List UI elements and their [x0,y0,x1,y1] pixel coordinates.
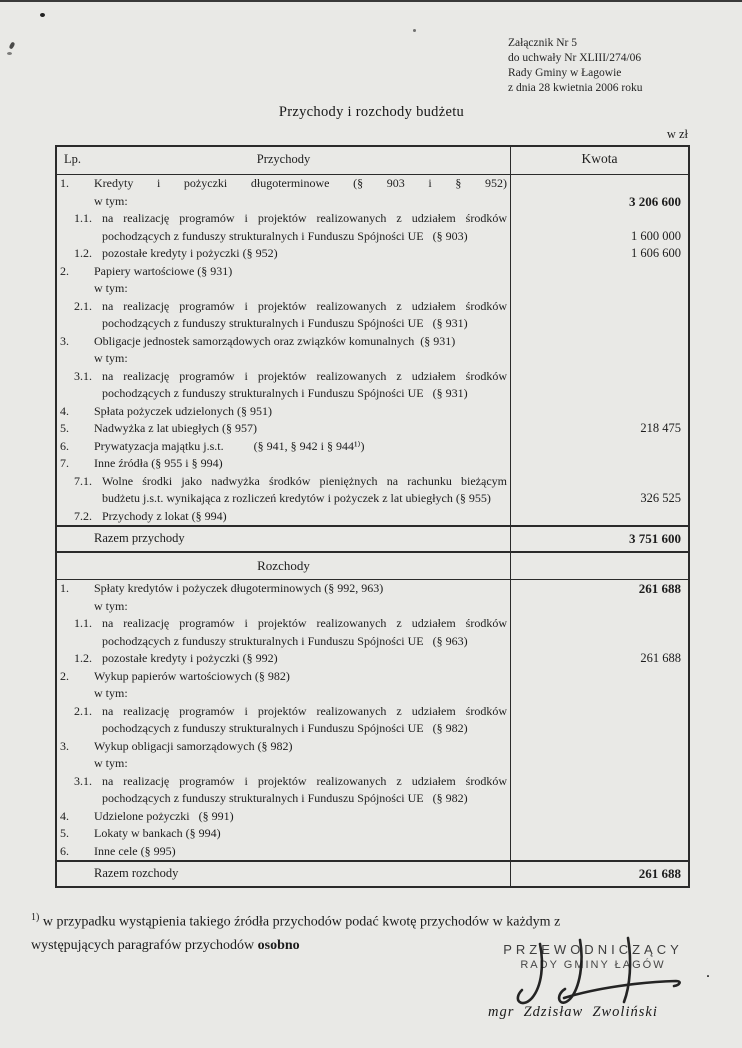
row-number: 7.1. [74,473,92,488]
row-number: 1. [60,176,69,190]
row-item-cell [57,210,510,245]
stamp-dot: . [706,964,710,981]
row-text [94,843,510,861]
row-text [102,368,510,403]
row-amount [510,738,688,773]
przychody-rows [57,175,688,525]
row-text-line: Obligacje jednostek samorządowych oraz związków komunalnych (§ 931) [94,333,456,348]
row-text-line: budżetu j.s.t. wynikająca z rozliczeń kredytów i pożyczek z lat ubiegłych (§ 955) [102,491,491,505]
table-row [57,668,688,703]
total-rozchody-amount: 261 688 [510,862,688,886]
row-item-cell [57,773,510,808]
row-amount: 326 525 [510,473,688,508]
table-row [57,615,688,650]
row-number: 5. [60,826,69,840]
row-text [102,210,510,245]
table-row [57,703,688,738]
table-row [57,403,688,421]
row-text-line: Nadwyżka z lat ubiegłych (§ 957) [94,421,257,435]
row-item-cell [57,615,510,650]
row-amount [510,703,688,738]
row-text [94,263,510,298]
table-row [57,368,688,403]
row-item-cell [57,263,510,298]
row-item-cell [57,438,510,456]
stamp-subtitle: RADY GMINY ŁAGÓW [520,959,666,971]
row-amount: 261 688 [510,580,688,615]
row-text-line: Kredyty i pożyczki długoterminowe (§ 903 i § 952) [94,176,507,190]
scan-speck [7,52,12,55]
row-text [102,773,510,808]
row-item-cell [57,738,510,773]
row-text [102,703,510,738]
scan-edge-line [0,0,742,2]
row-number: 2.1. [74,298,92,313]
row-amount [510,825,688,843]
row-item-cell [57,843,510,861]
row-amount [510,438,688,456]
total-przychody-amount: 3 751 600 [510,527,688,551]
row-item-cell [57,403,510,421]
footnote-line: występujących paragrafów przychodów osobno [31,937,300,953]
row-amount [510,263,688,298]
row-amount [510,508,688,526]
row-text-line: pochodzących z funduszy strukturalnych i Funduszu Spójności UE (§ 963) [102,633,468,648]
scan-speck [413,29,416,32]
row-item-cell [57,508,510,526]
row-number: 1.1. [74,211,92,225]
row-text-line: Wykup obligacji samorządowych (§ 982) [94,738,293,753]
table-row [57,738,688,773]
column-header-kwota: Kwota [510,147,688,174]
row-text-line: na realizację programów i projektów realizowanych z udziałem środków [102,773,507,788]
row-text [94,738,510,773]
row-number: 4. [60,808,69,823]
row-text [94,175,510,210]
row-text-line: w tym: [94,756,128,770]
row-amount [510,333,688,368]
row-amount: 261 688 [510,650,688,668]
table-row [57,438,688,456]
row-text-line: Spłata pożyczek udzielonych (§ 951) [94,403,272,418]
row-item-cell [57,650,510,668]
row-text-line: Inne cele (§ 995) [94,843,176,858]
row-item-cell [57,825,510,843]
row-text-line: w tym: [94,351,128,365]
row-text [94,420,510,438]
row-amount: 218 475 [510,420,688,438]
rozchody-section-amount-cell [510,553,688,579]
total-rozchody-label: Razem rozchody [94,866,179,880]
row-number: 7.2. [74,508,92,523]
row-number: 1.1. [74,616,92,630]
row-text-line: na realizację programów i projektów realizowanych z udziałem środków [102,703,507,718]
row-text-line: pochodzących z funduszy strukturalnych i Funduszu Spójności UE (§ 982) [102,721,468,735]
row-amount: 3 206 600 [510,175,688,210]
column-header-lp: Lp. [64,152,82,166]
row-item-cell [57,703,510,738]
attachment-note-line: Rady Gminy w Łagowie [508,67,622,79]
table-row [57,245,688,263]
row-item-cell [57,455,510,473]
footnote-line: $^{1)}$ w przypadku wystąpienia takiego źródła przychodów podać kwotę przychodów w każdym z [31,912,561,930]
row-amount [510,773,688,808]
row-text-line: pozostałe kredyty i pożyczki (§ 952) [102,246,278,260]
table-row [57,843,688,861]
row-text-line: Spłaty kredytów i pożyczek długoterminowych (§ 992, 963) [94,581,384,595]
table-row [57,580,688,615]
row-number: 3.1. [74,773,92,788]
row-text-line: w tym: [94,598,128,613]
row-number: 2. [60,263,69,278]
row-text [94,668,510,703]
budget-table [55,145,690,888]
row-text-line: Lokaty w bankach (§ 994) [94,826,221,840]
scan-speck [9,41,16,49]
row-text [94,808,510,826]
row-item-cell [57,298,510,333]
row-item-cell [57,580,510,615]
table-row [57,333,688,368]
row-text-line: pozostałe kredyty i pożyczki (§ 992) [102,651,278,665]
table-row [57,420,688,438]
row-text-line: Udzielone pożyczki (§ 991) [94,808,234,823]
row-item-cell [57,420,510,438]
row-number: 6. [60,438,69,453]
table-row [57,175,688,210]
table-row [57,473,688,508]
row-number: 1. [60,581,69,595]
row-number: 6. [60,843,69,858]
table-row [57,825,688,843]
total-przychody-label: Razem przychody [94,531,185,545]
rozchody-rows [57,580,688,860]
row-text-line: na realizację programów i projektów realizowanych z udziałem środków [102,211,507,225]
row-number: 5. [60,421,69,435]
row-number: 1.2. [74,651,92,665]
signer-name: mgr Zdzisław Zwoliński [488,1004,658,1020]
row-amount [510,298,688,333]
row-item-cell [57,245,510,263]
row-number: 3.1. [74,368,92,383]
row-text-line: pochodzących z funduszy strukturalnych i Funduszu Spójności UE (§ 903) [102,228,468,243]
row-text-line: Przychody z lokat (§ 994) [102,508,227,523]
row-text-line: Prywatyzacja majątku j.s.t. (§ 941, § 942 i § 944¹⁾) [94,438,365,453]
table-row [57,263,688,298]
footnote-bold-word: osobno [257,937,300,953]
attachment-note-line: do uchwały Nr XLIII/274/06 [508,52,642,64]
row-text [94,580,510,615]
currency-note: w zł [666,127,688,141]
row-text-line: na realizację programów i projektów realizowanych z udziałem środków [102,368,507,383]
row-text [102,245,510,263]
row-amount [510,808,688,826]
row-number: 3. [60,333,69,348]
row-amount [510,615,688,650]
scan-speck [40,13,45,17]
row-text [94,403,510,421]
stamp-title: PRZEWODNICZĄCY [503,942,683,957]
row-item-cell [57,368,510,403]
row-number: 1.2. [74,246,92,260]
row-text-line: w tym: [94,686,128,700]
row-text-line: w tym: [94,193,128,208]
table-header-row [57,147,688,175]
total-przychody-row [57,525,688,551]
footnote-marker: 1) [31,912,40,923]
row-text [94,455,510,473]
table-row [57,808,688,826]
row-number: 2.1. [74,703,92,718]
row-text-line: pochodzących z funduszy strukturalnych i Funduszu Spójności UE (§ 931) [102,316,468,330]
row-item-cell [57,668,510,703]
row-item-cell [57,808,510,826]
row-number: 3. [60,738,69,753]
row-text-line: na realizację programów i projektów realizowanych z udziałem środków [102,298,507,313]
row-text-line: pochodzących z funduszy strukturalnych i Funduszu Spójności UE (§ 982) [102,791,468,805]
document-title: Przychody i rozchody budżetu [278,104,465,120]
attachment-note-line: z dnia 28 kwietnia 2006 roku [508,82,643,94]
row-text-line: pochodzących z funduszy strukturalnych i Funduszu Spójności UE (§ 931) [102,386,468,400]
row-number: 2. [60,668,69,683]
table-row [57,455,688,473]
table-header-left [57,147,510,174]
row-text-line: w tym: [94,281,128,295]
row-amount [510,843,688,861]
row-text [102,298,510,333]
row-text-line: Inne źródła (§ 955 i § 994) [94,456,223,470]
row-number: 4. [60,403,69,418]
row-text-line: Wolne środki jako nadwyżka środków pieniężnych na rachunku bieżącym [102,473,507,488]
row-text [102,650,510,668]
row-amount: 1 600 000 [510,210,688,245]
row-text [94,825,510,843]
table-row [57,773,688,808]
row-text-line: na realizację programów i projektów realizowanych z udziałem środków [102,616,507,630]
row-amount: 1 606 600 [510,245,688,263]
column-header-przychody: Przychody [256,152,311,166]
table-row [57,298,688,333]
row-item-cell [57,175,510,210]
signature-block [468,942,718,1032]
table-row [57,210,688,245]
attachment-note-line: Załącznik Nr 5 [508,37,577,49]
row-text [102,508,510,526]
row-text [94,438,510,456]
row-text [102,473,510,508]
table-row [57,508,688,526]
row-text-line: Papiery wartościowe (§ 931) [94,263,233,278]
rozchody-section-row [57,551,688,580]
row-text [102,615,510,650]
row-text [94,333,510,368]
table-row [57,650,688,668]
row-amount [510,403,688,421]
row-amount [510,668,688,703]
row-amount [510,455,688,473]
row-item-cell [57,333,510,368]
attachment-note [508,36,642,96]
total-rozchody-row [57,860,688,886]
row-number: 7. [60,456,69,470]
row-item-cell [57,473,510,508]
rozchody-section-title: Rozchody [257,558,310,573]
row-text-line: Wykup papierów wartościowych (§ 982) [94,668,290,683]
row-amount [510,368,688,403]
